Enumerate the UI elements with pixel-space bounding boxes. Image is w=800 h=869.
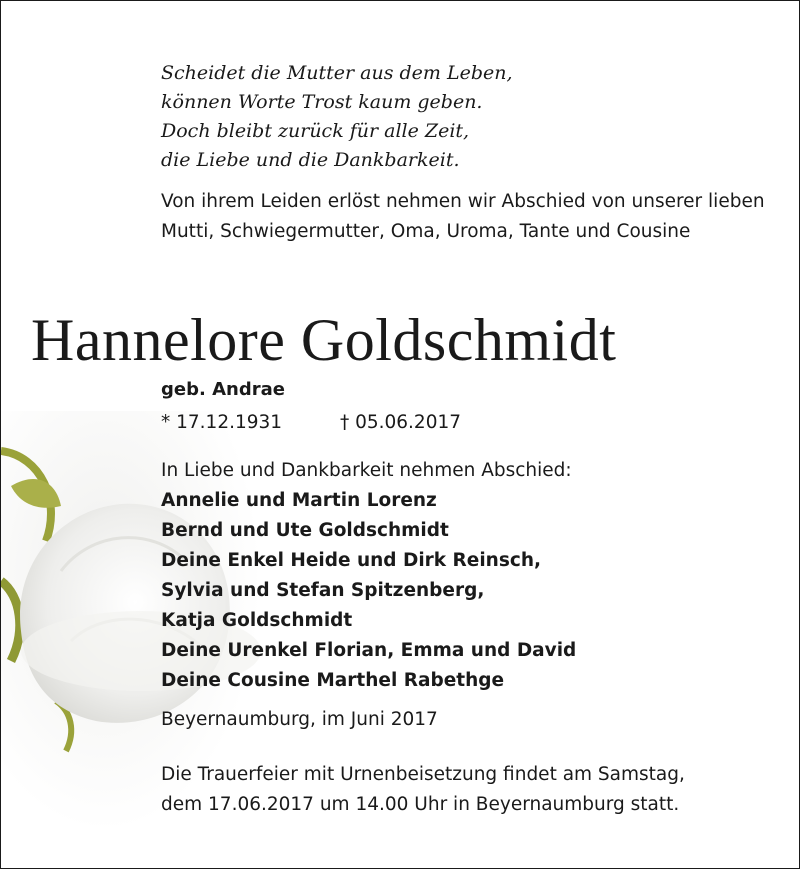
mourners-block (161, 456, 576, 696)
birth-name: geb. Andrae (161, 379, 285, 400)
mourner-line: Bernd und Ute Goldschmidt (161, 520, 449, 541)
birth-date: * 17.12.1931 (161, 412, 283, 433)
verse-line: die Liebe und die Dankbarkeit. (161, 149, 460, 171)
verse-line: Scheidet die Mutter aus dem Leben, (161, 62, 513, 84)
mourners-intro: In Liebe und Dankbarkeit nehmen Abschied: (161, 460, 572, 481)
mourner-line: Katja Goldschmidt (161, 610, 353, 631)
mourner-line: Annelie und Martin Lorenz (161, 490, 437, 511)
life-dates (161, 412, 461, 433)
deceased-name: Hannelore Goldschmidt (31, 307, 617, 373)
mourners-list (161, 486, 576, 696)
death-date: † 05.06.2017 (339, 412, 462, 433)
verse (161, 1, 781, 175)
service-line: Die Trauerfeier mit Urnenbeisetzung findet am Samstag, (161, 764, 685, 785)
mourner-line: Sylvia und Stefan Spitzenberg, (161, 580, 485, 601)
funeral-service (161, 760, 685, 820)
place-date: Beyernaumburg, im Juni 2017 (161, 709, 438, 730)
verse-line: Doch bleibt zurück für alle Zeit, (161, 120, 470, 142)
intro-text: Von ihrem Leiden erlöst nehmen wir Abschied von unserer lieben Mutti, Schwiegermutter, Oma, Uroma, Tante und Cousine (161, 191, 765, 242)
mourner-line: Deine Enkel Heide und Dirk Reinsch, (161, 550, 542, 571)
service-line: dem 17.06.2017 um 14.00 Uhr in Beyernaumburg statt. (161, 794, 680, 815)
mourner-line: Deine Cousine Marthel Rabethge (161, 670, 505, 691)
verse-line: können Worte Trost kaum geben. (161, 91, 483, 113)
mourner-line: Deine Urenkel Florian, Emma und David (161, 640, 577, 661)
